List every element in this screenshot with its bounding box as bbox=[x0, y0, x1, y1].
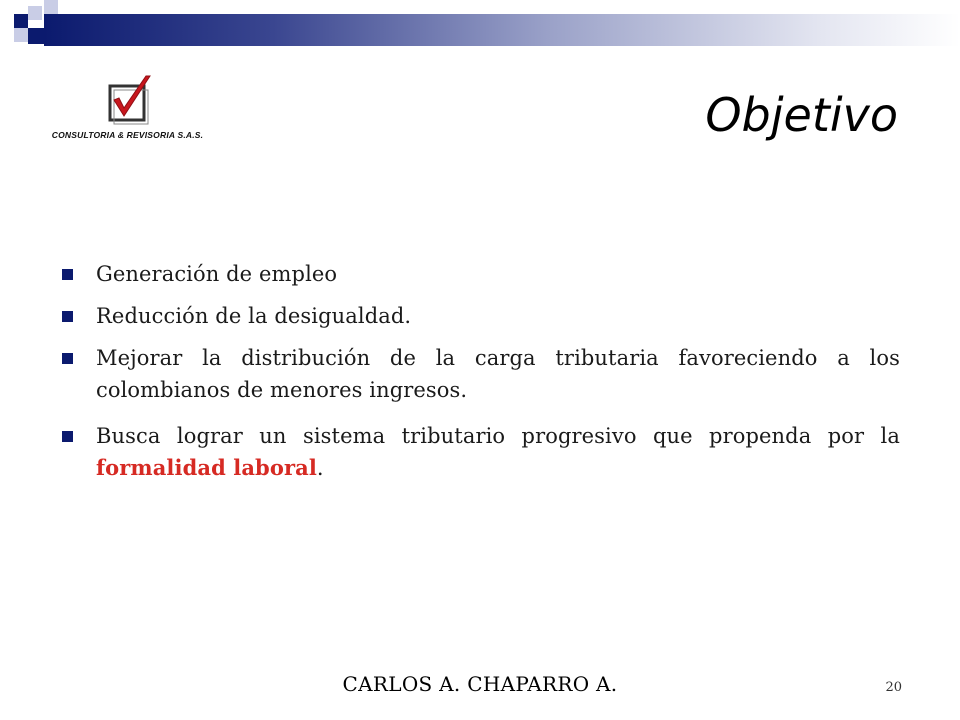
square-bullet-icon bbox=[62, 269, 73, 280]
highlighted-phrase: formalidad laboral bbox=[96, 455, 317, 480]
decor-square bbox=[28, 6, 42, 20]
square-bullet-icon bbox=[62, 431, 73, 442]
decor-square bbox=[44, 0, 58, 14]
decor-square bbox=[28, 28, 44, 44]
list-item bbox=[62, 342, 900, 406]
list-item bbox=[62, 420, 900, 484]
bullet-text: Mejorar la distribución de la carga tributaria favoreciendo a los colombianos de menores ingresos. bbox=[96, 346, 900, 402]
checkmark-icon bbox=[40, 74, 215, 130]
bullet-text: Reducción de la desigualdad. bbox=[96, 304, 412, 328]
company-logo bbox=[40, 74, 215, 146]
page-number: 20 bbox=[885, 680, 902, 695]
bullet-text-post: . bbox=[316, 456, 324, 480]
square-bullet-icon bbox=[62, 353, 73, 364]
footer-author: CARLOS A. CHAPARRO A. bbox=[342, 672, 618, 696]
slide-title: Objetivo bbox=[705, 88, 898, 142]
square-bullet-icon bbox=[62, 311, 73, 322]
decor-square bbox=[14, 14, 28, 28]
header-gradient-bar bbox=[44, 14, 960, 46]
bullet-text-pre: Busca lograr un sistema tributario progresivo que propenda por la bbox=[96, 424, 900, 448]
list-item bbox=[62, 300, 900, 332]
list-item bbox=[62, 258, 900, 290]
decor-square bbox=[14, 28, 28, 42]
logo-text: CONSULTORIA & REVISORIA S.A.S. bbox=[51, 130, 204, 140]
bullet-text: Generación de empleo bbox=[96, 262, 338, 286]
bullet-list bbox=[62, 258, 900, 494]
